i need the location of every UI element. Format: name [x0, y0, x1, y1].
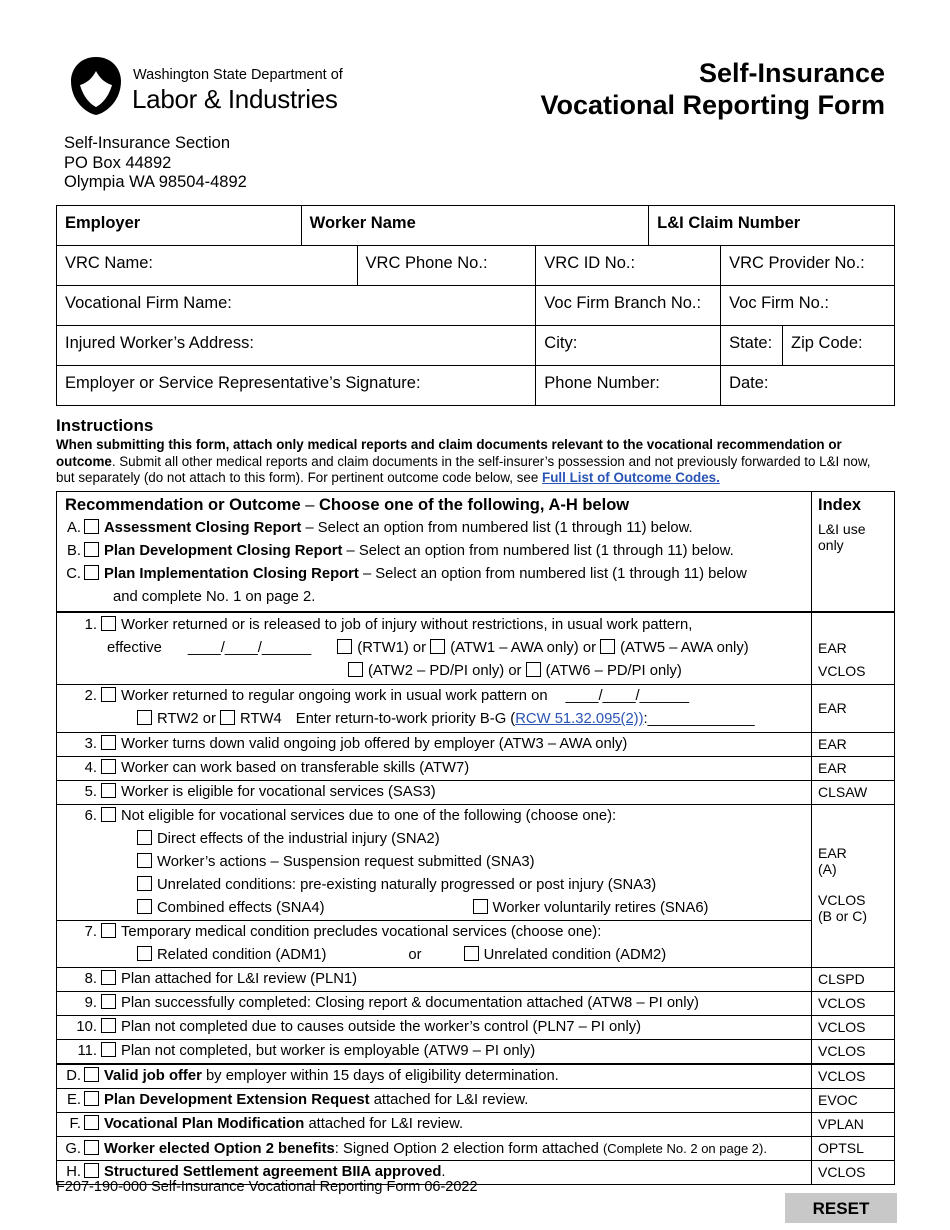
index-heading: Index	[818, 496, 862, 514]
outcome-3: 3. Worker turns down valid ongoing job offered by employer (ATW3 – AWA only)	[84, 736, 628, 752]
option-d-index: VCLOS	[812, 1064, 895, 1089]
vrc-name-field[interactable]: VRC Name:	[57, 246, 358, 286]
outcome-11-checkbox[interactable]	[101, 1042, 116, 1057]
outcome-1-index-ear: EAR	[818, 640, 847, 656]
option-f-checkbox[interactable]	[84, 1115, 99, 1130]
outcome-7: 7. Temporary medical condition precludes vocational services (choose one):	[84, 924, 602, 940]
outcome-4-checkbox[interactable]	[101, 759, 116, 774]
outcome-2: 2. Worker returned to regular ongoing work in usual work pattern on ____/____/______	[84, 688, 690, 704]
outcome-8: 8. Plan attached for L&I review (PLN1)	[84, 971, 358, 987]
atw5-checkbox[interactable]	[600, 639, 615, 654]
instructions-text: When submitting this form, attach only medical reports and claim documents relevant to the vocational recommendation or outcome. Submit all other medical reports and claim documents in the self-insurer’s possession and not previously forwarded to L&I now, but separately (do not attach to this form). For pertinent outcome code below, see Full List of Outcome Codes.	[56, 437, 871, 485]
voc-firm-name-field[interactable]: Vocational Firm Name:	[57, 286, 536, 326]
vrc-phone-field[interactable]: VRC Phone No.:	[357, 246, 536, 286]
adm1-checkbox[interactable]	[137, 946, 152, 961]
option-e-index: EVOC	[812, 1089, 895, 1113]
option-e: E. Plan Development Extension Request attached for L&I review.	[67, 1092, 529, 1108]
option-h-index: VCLOS	[812, 1161, 895, 1185]
atw6-checkbox[interactable]	[526, 662, 541, 677]
option-b-checkbox[interactable]	[84, 542, 99, 557]
outcome-table-heading: Recommendation or Outcome – Choose one of the following, A-H below	[65, 496, 630, 514]
outcome-10-index: VCLOS	[812, 1016, 895, 1040]
vrc-provider-field[interactable]: VRC Provider No.:	[721, 246, 895, 286]
agency-name-line2: Labor & Industries	[132, 84, 338, 114]
option-h: H. Structured Settlement agreement BIIA approved.	[66, 1164, 446, 1180]
signature-field[interactable]: Employer or Service Representative’s Signature:	[57, 366, 536, 406]
option-h-checkbox[interactable]	[84, 1163, 99, 1178]
option-d: D. Valid job offer by employer within 15 days of eligibility determination.	[66, 1068, 559, 1084]
outcome-1-index-vclos: VCLOS	[818, 663, 866, 679]
reset-button[interactable]: RESET	[785, 1193, 897, 1223]
claim-number-field[interactable]: L&I Claim Number	[649, 206, 895, 246]
agency-name-line1: Washington State Department of	[133, 67, 343, 83]
zip-field[interactable]: Zip Code:	[783, 326, 895, 366]
option-e-checkbox[interactable]	[84, 1091, 99, 1106]
outcome-6-checkbox[interactable]	[101, 807, 116, 822]
outcome-3-index: EAR	[812, 733, 895, 757]
option-c-continued: and complete No. 1 on page 2.	[113, 589, 316, 605]
sna6-checkbox[interactable]	[473, 899, 488, 914]
option-b: B. Plan Development Closing Report – Select an option from numbered list (1 through 11) below.	[67, 543, 734, 559]
outcome-9: 9. Plan successfully completed: Closing report & documentation attached (ATW8 – PI only)	[84, 995, 699, 1011]
date-field[interactable]: Date:	[721, 366, 895, 406]
outcome-4-index: EAR	[812, 757, 895, 781]
voc-firm-branch-field[interactable]: Voc Firm Branch No.:	[536, 286, 721, 326]
employer-field[interactable]: Employer	[57, 206, 302, 246]
option-g: G. Worker elected Option 2 benefits: Signed Option 2 election form attached (Complete No. 2 on page 2).	[65, 1141, 767, 1157]
option-c-checkbox[interactable]	[84, 565, 99, 580]
outcome-4: 4. Worker can work based on transferable skills (ATW7)	[84, 760, 470, 776]
outcome-2-index: EAR	[812, 685, 895, 733]
state-field[interactable]: State:	[721, 326, 783, 366]
outcome-1: 1. Worker returned or is released to job of injury without restrictions, in usual work pattern,	[84, 617, 693, 633]
outcome-5: 5. Worker is eligible for vocational services (SAS3)	[84, 784, 436, 800]
outcome-6: 6. Not eligible for vocational services due to one of the following (choose one):	[84, 808, 617, 824]
atw2-checkbox[interactable]	[348, 662, 363, 677]
outcome-11-index: VCLOS	[812, 1040, 895, 1065]
city-field[interactable]: City:	[536, 326, 721, 366]
outcome-2-date[interactable]: ____/____/______	[565, 688, 690, 704]
option-f: F. Vocational Plan Modification attached for L&I review.	[69, 1116, 464, 1132]
instructions-heading: Instructions	[56, 416, 154, 435]
outcome-3-checkbox[interactable]	[101, 735, 116, 750]
outcome-5-index: CLSAW	[812, 781, 895, 805]
option-g-index: OPTSL	[812, 1137, 895, 1161]
claim-info-table	[56, 205, 895, 406]
outcome-1-checkbox[interactable]	[101, 616, 116, 631]
outcome-8-index: CLSPD	[812, 968, 895, 992]
outcome-7-checkbox[interactable]	[101, 923, 116, 938]
option-c: C. Plan Implementation Closing Report – Select an option from numbered list (1 through 11) below	[66, 566, 747, 582]
option-d-checkbox[interactable]	[84, 1067, 99, 1082]
outcome-5-checkbox[interactable]	[101, 783, 116, 798]
worker-name-field[interactable]: Worker Name	[301, 206, 648, 246]
rtw1-checkbox[interactable]	[337, 639, 352, 654]
voc-firm-no-field[interactable]: Voc Firm No.:	[721, 286, 895, 326]
outcome-6-index-a: (A)	[818, 861, 837, 877]
form-id-footer: F207-190-000 Self-Insurance Vocational Reporting Form 06-2022	[56, 1179, 478, 1195]
outcome-6-index-ear: EAR	[818, 845, 847, 861]
outcome-6-index-vclos: VCLOS	[818, 892, 866, 908]
sna4-checkbox[interactable]	[137, 899, 152, 914]
outcome-10: 10. Plan not completed due to causes outside the worker’s control (PLN7 – PI only)	[76, 1019, 642, 1035]
mailing-address: Self-Insurance Section PO Box 44892 Olympia WA 98504-4892	[64, 134, 247, 191]
sna2-checkbox[interactable]	[137, 830, 152, 845]
outcome-table: Recommendation or Outcome – Choose one of the following, A-H below Index L&I use only A. Assessment Closing Report – Select an option from numbered list (1 through 11) below. B. Plan Development Closing Report – Select an option from numbered list (1 through 11) below. C. Plan Implementation Closing Report – Select an option from numbered list (1 through 11) below and complete No. 1 on page 2. 1. Worker returned or is released to job of injury without restrictions, in usual work pattern, effective ____/____/______ (RTW1) or (ATW1 – AWA only) or (ATW5 – AWA only) (ATW2 – PD/PI only) or (ATW6 – PD/PI only) EAR VCLOS 2. Worker returned to regular ongoing work in usual work pattern on ____/____/______ RTW2 or RTW4 Enter return-to-work priority B-G (RCW 51.32.095(2)):_____________ EAR 3. Worker turns down valid ongoing job offered by employer (ATW3 – AWA only) EAR 4. Worker can work based on transferable skills (ATW7) EAR 5. Worker is eligible for vocational services (SAS3) CLSAW 6. Not eligible for vocational services due to one of the following (choose one): Direct effects of the industrial injury (SNA2) Worker’s actions – Suspension request submitted (SNA3) Unrelated conditions: pre-existing naturally progressed or post injury (SNA3) Combined effects (SNA4) Worker voluntarily retires (SNA6) 7. Temporary medical condition precludes vocational services (choose one): Related condition (ADM1) or Unrelated condition (ADM2) EAR (A) VCLOS (B or C) 8. Plan attached for L&I review (PLN1) CLSPD 9. Plan successfully completed: Closing report & documentation attached (ATW8 – PI only) VCLOS 10. Plan not completed due to causes outside the worker’s control (PLN7 – PI only) VCLOS 11. Plan not completed, but worker is employable (ATW9 – PI only) VCLOS D. Valid job offer by employer within 15 days of eligibility determination. VCLOS E. Plan Development Extension Request attached for L&I review. EVOC F. Vocational Plan Modification attached for L&I review. VPLAN G. Worker elected Option 2 benefits: Signed Option 2 election form attached (Complete No. 2 on page 2). OPTSL H. Structured Settlement agreement BIIA approved. VCLOS	[56, 491, 895, 1185]
outcome-1-date[interactable]: ____/____/______	[187, 640, 312, 656]
vrc-id-field[interactable]: VRC ID No.:	[536, 246, 721, 286]
option-g-checkbox[interactable]	[84, 1140, 99, 1155]
outcome-6-index-bc: (B or C)	[818, 908, 867, 924]
phone-field[interactable]: Phone Number:	[536, 366, 721, 406]
outcome-9-checkbox[interactable]	[101, 994, 116, 1009]
option-f-index: VPLAN	[812, 1113, 895, 1137]
form-title: Self-Insurance Vocational Reporting Form	[540, 58, 885, 120]
outcome-2-checkbox[interactable]	[101, 687, 116, 702]
worker-address-field[interactable]: Injured Worker’s Address:	[57, 326, 536, 366]
lni-logo-icon	[68, 55, 124, 117]
outcome-11: 11. Plan not completed, but worker is employable (ATW9 – PI only)	[77, 1043, 536, 1059]
option-a: A. Assessment Closing Report – Select an option from numbered list (1 through 11) below.	[67, 520, 693, 536]
rtw4-checkbox[interactable]	[220, 710, 235, 725]
rcw-link[interactable]: RCW 51.32.095(2))	[515, 711, 644, 727]
index-note: L&I use only	[818, 521, 866, 553]
outcome-codes-link[interactable]: Full List of Outcome Codes.	[542, 470, 720, 485]
option-a-checkbox[interactable]	[84, 519, 99, 534]
outcome-8-checkbox[interactable]	[101, 970, 116, 985]
adm2-checkbox[interactable]	[464, 946, 479, 961]
outcome-10-checkbox[interactable]	[101, 1018, 116, 1033]
atw1-checkbox[interactable]	[430, 639, 445, 654]
rtw2-checkbox[interactable]	[137, 710, 152, 725]
priority-input[interactable]: :_____________	[643, 711, 755, 727]
outcome-9-index: VCLOS	[812, 992, 895, 1016]
sna3-actions-checkbox[interactable]	[137, 853, 152, 868]
sna3-unrelated-checkbox[interactable]	[137, 876, 152, 891]
effective-label: effective	[107, 640, 162, 656]
